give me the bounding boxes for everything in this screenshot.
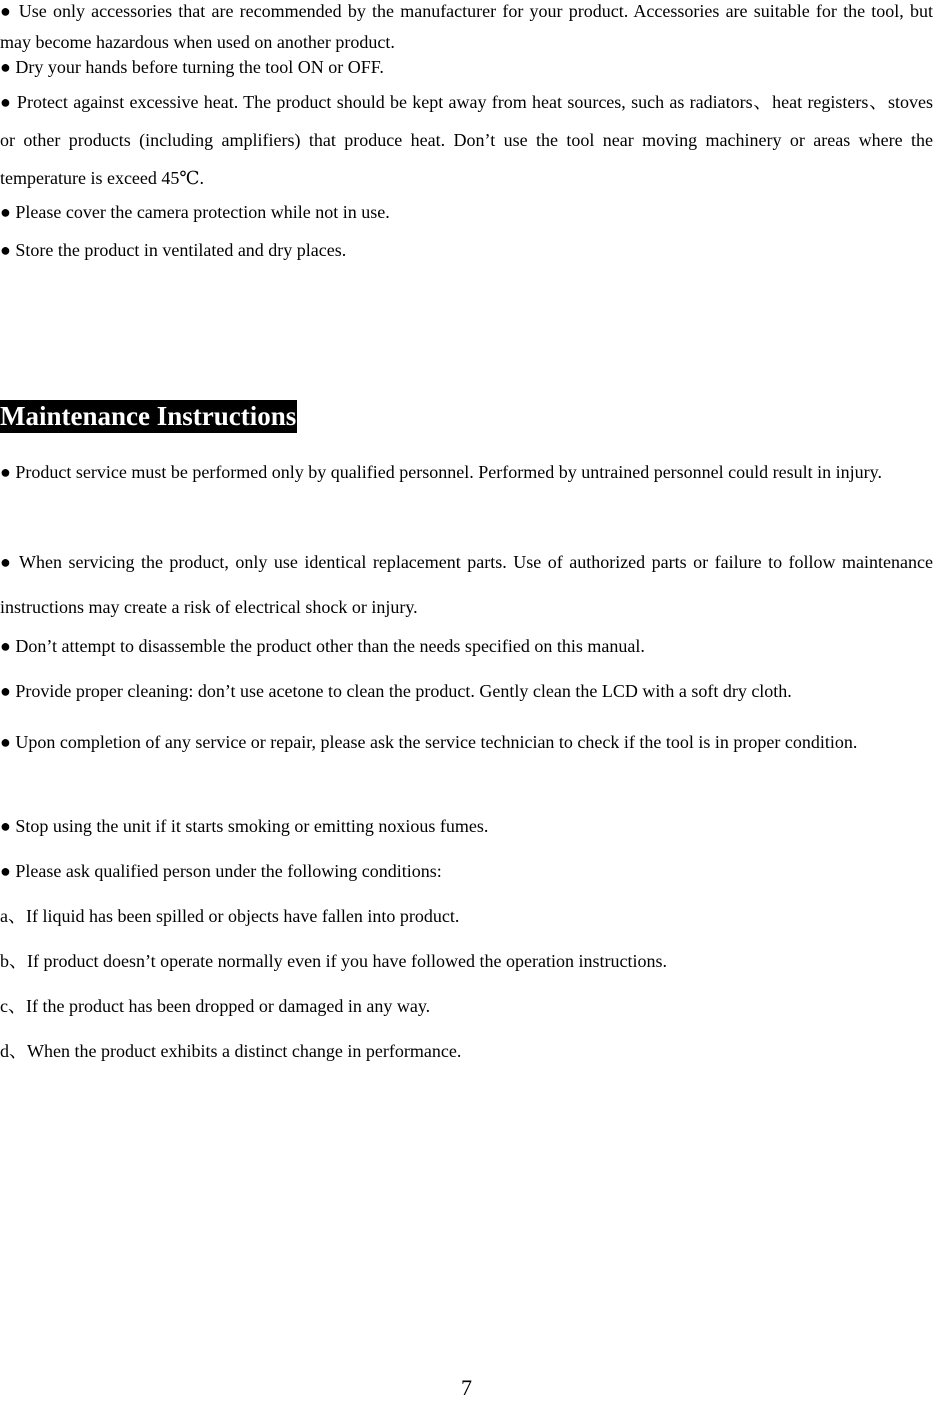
maintenance-condition-c: c、If the product has been dropped or damaged in any way. xyxy=(0,996,431,1016)
safety-item-excessive-heat: ● Protect against excessive heat. The product should be kept away from heat sources, such as radiators、heat registers、stoves or other products (including amplifiers) that produce heat. Don’t use the tool near moving machinery or areas where the temperature is exceed 45℃. xyxy=(0,92,933,188)
maintenance-condition-d: d、When the product exhibits a distinct change in performance. xyxy=(0,1041,462,1061)
maintenance-condition-b: b、If product doesn’t operate normally even if you have followed the operation instructions. xyxy=(0,951,667,971)
maintenance-item-cleaning: ● Provide proper cleaning: don’t use acetone to clean the product. Gently clean the LCD with a soft dry cloth. xyxy=(0,681,792,701)
maintenance-condition-a: a、If liquid has been spilled or objects have fallen into product. xyxy=(0,906,460,926)
safety-item-dry-hands: ● Dry your hands before turning the tool ON or OFF. xyxy=(0,57,384,77)
maintenance-item-disassemble: ● Don’t attempt to disassemble the product other than the needs specified on this manual. xyxy=(0,636,645,656)
page-number: 7 xyxy=(461,1375,472,1400)
maintenance-item-replacement-parts: ● When servicing the product, only use identical replacement parts. Use of authorized parts or failure to follow maintenance instructions may create a risk of electrical shock or injury. xyxy=(0,552,933,617)
maintenance-item-qualified-service: ● Product service must be performed only by qualified personnel. Performed by untrained personnel could result in injury. xyxy=(0,462,882,482)
maintenance-heading: Maintenance Instructions xyxy=(0,401,297,431)
safety-item-storage: ● Store the product in ventilated and dry places. xyxy=(0,240,347,260)
maintenance-item-service-check: ● Upon completion of any service or repair, please ask the service technician to check if the tool is in proper condition. xyxy=(0,732,858,752)
maintenance-item-conditions-intro: ● Please ask qualified person under the following conditions: xyxy=(0,861,442,881)
safety-item-accessories: ● Use only accessories that are recommended by the manufacturer for your product. Accessories are suitable for the tool, but may become hazardous when used on another product. xyxy=(0,1,933,52)
safety-item-camera-protection: ● Please cover the camera protection while not in use. xyxy=(0,202,390,222)
maintenance-item-stop-smoking: ● Stop using the unit if it starts smoking or emitting noxious fumes. xyxy=(0,816,489,836)
